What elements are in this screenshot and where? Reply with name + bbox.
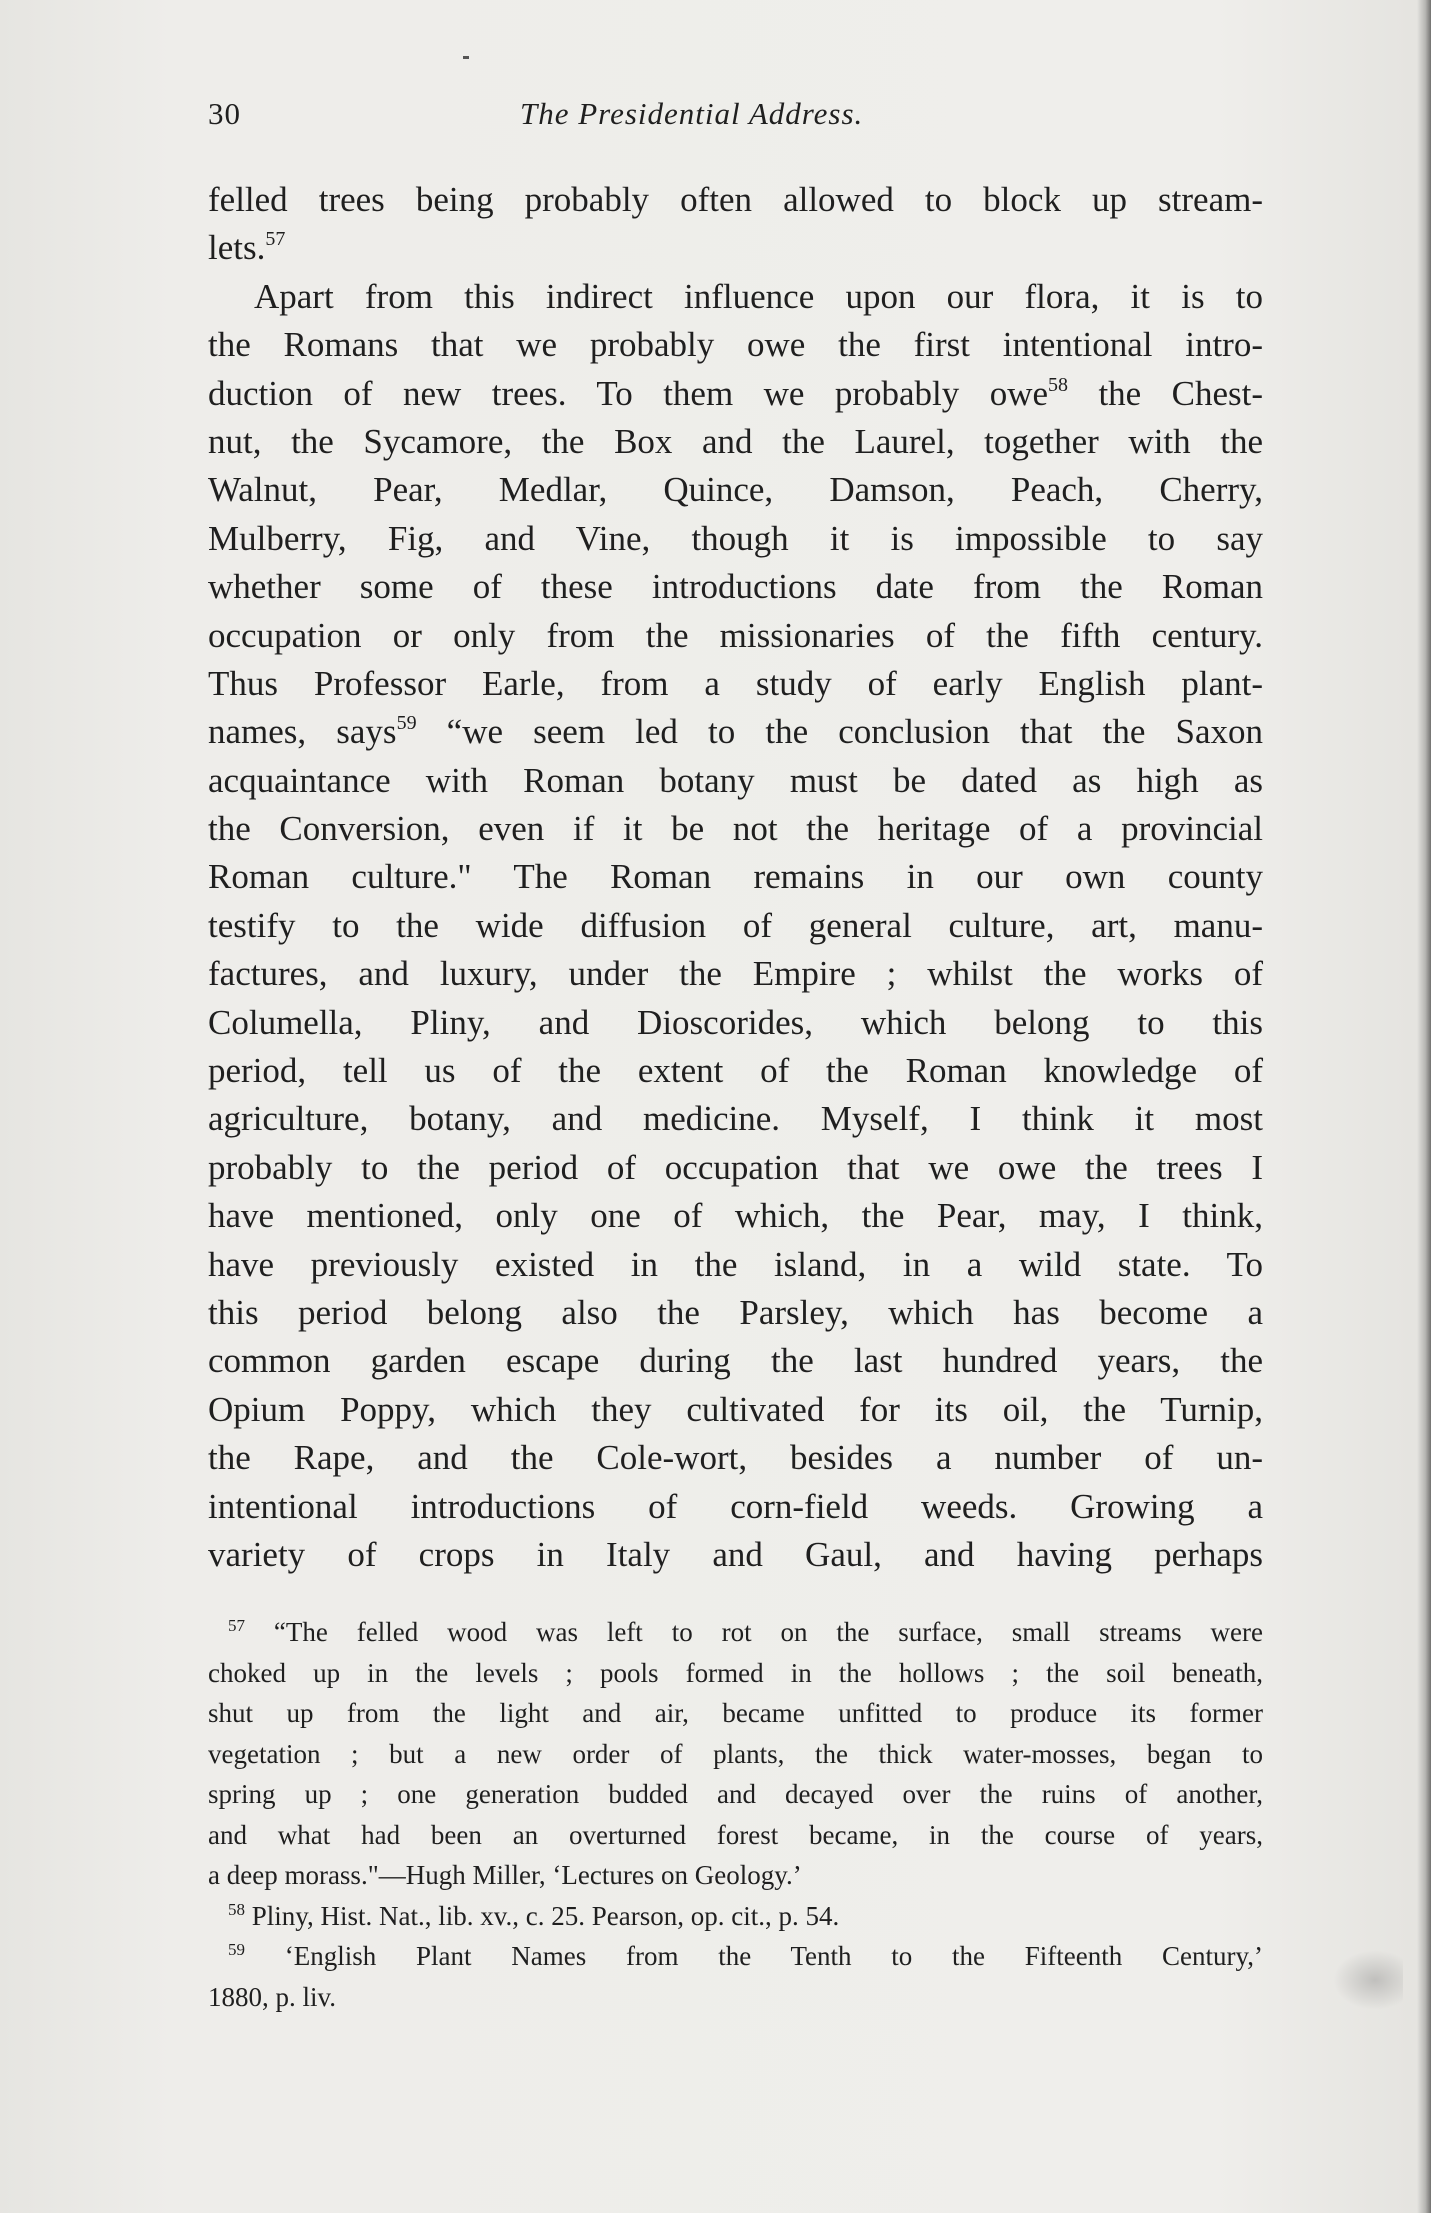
footnote-line: vegetation ; but a new order of plants, the thick water-mosses, began to (208, 1738, 1263, 1769)
footnote-text: ‘English Plant Names from the Tenth to the Fifteenth Century,’ (245, 1941, 1263, 1971)
footnote-text: “The felled wood was left to rot on the surface, small streams were (245, 1617, 1263, 1647)
body-line: factures, and luxury, under the Empire ; whilst the works of (208, 954, 1263, 994)
footnote-line (208, 1936, 1263, 1977)
body-line: agriculture, botany, and medicine. Myself, I think it most (208, 1099, 1263, 1139)
body-line-text: duction of new trees. To them we probably owe (208, 373, 1049, 413)
body-line-text: “we seem led to the conclusion that the Saxon (416, 712, 1263, 752)
footnote-ref: 58 (1048, 373, 1069, 396)
body-line: have mentioned, only one of which, the Pear, may, I think, (208, 1196, 1263, 1236)
footnote-line (208, 1612, 1263, 1653)
footnote-text: Pliny, Hist. Nat., lib. xv., c. 25. Pearson, op. cit., p. 54. (245, 1900, 840, 1931)
body-line: occupation or only from the missionaries of the fifth century. (208, 615, 1263, 655)
footnote-line: a deep morass."—Hugh Miller, ‘Lectures on Geology.’ (208, 1860, 802, 1890)
body-line: the Romans that we probably owe the first intentional intro- (208, 325, 1263, 365)
body-line (208, 370, 1263, 418)
body-line (208, 708, 1263, 756)
footnotes (208, 1612, 1263, 2017)
footnote-mark: 57 (228, 1616, 245, 1635)
body-line: the Rape, and the Cole-wort, besides a number of un- (208, 1438, 1263, 1478)
footnote-line (208, 1896, 1263, 1937)
footnote-line: and what had been an overturned forest became, in the course of years, (208, 1819, 1263, 1850)
page-number: 30 (208, 96, 241, 131)
body-line: nut, the Sycamore, the Box and the Laurel, together with the (208, 421, 1263, 461)
body-line: probably to the period of occupation that we owe the trees I (208, 1147, 1263, 1187)
body-line: whether some of these introductions date from the Roman (208, 567, 1263, 607)
body-line: variety of crops in Italy and Gaul, and having perhaps (208, 1534, 1263, 1574)
body-line: acquaintance with Roman botany must be dated as high as (208, 760, 1263, 800)
print-speck (463, 56, 469, 59)
body-line: period, tell us of the extent of the Roman knowledge of (208, 1051, 1263, 1091)
footnote-line: choked up in the levels ; pools formed in the hollows ; the soil beneath, (208, 1657, 1263, 1688)
footnote-line: 1880, p. liv. (208, 1981, 336, 2012)
footnote-line: spring up ; one generation budded and decayed over the ruins of another, (208, 1779, 1263, 1809)
running-head: The Presidential Address. (520, 96, 864, 131)
footnote-mark: 59 (228, 1940, 245, 1959)
body-line-text: the Chest- (1068, 373, 1264, 413)
body-line: Roman culture." The Roman remains in our own county (208, 857, 1263, 897)
body-line: testify to the wide diffusion of general culture, art, manu- (208, 905, 1263, 945)
body-line: intentional introductions of corn-field weeds. Growing a (208, 1486, 1263, 1526)
scan-smudge (1333, 1950, 1403, 2010)
body-line: Thus Professor Earle, from a study of early English plant- (208, 663, 1263, 703)
footnote-ref: 59 (396, 712, 417, 735)
body-line: have previously existed in the island, in a wild state. To (208, 1244, 1263, 1284)
body-line (208, 224, 1263, 272)
body-line-text: lets. (208, 228, 266, 268)
body-text (208, 176, 1263, 1579)
body-line: the Conversion, even if it be not the heritage of a provincial (208, 809, 1263, 849)
body-line: Mulberry, Fig, and Vine, though it is impossible to say (208, 518, 1263, 558)
body-line: felled trees being probably often allowed to block up stream- (208, 180, 1263, 219)
footnote-ref: 57 (265, 228, 286, 251)
body-line: this period belong also the Parsley, which has become a (208, 1292, 1263, 1332)
footnote-mark: 58 (228, 1899, 245, 1919)
body-line: common garden escape during the last hundred years, the (208, 1341, 1263, 1381)
page-edge-shadow (1417, 0, 1431, 2213)
body-line: Columella, Pliny, and Dioscorides, which belong to this (208, 1002, 1263, 1042)
body-line: Apart from this indirect influence upon our flora, it is to (254, 276, 1263, 316)
footnote-line: shut up from the light and air, became unfitted to produce its former (208, 1698, 1263, 1728)
body-line: Walnut, Pear, Medlar, Quince, Damson, Peach, Cherry, (208, 470, 1263, 510)
page-header (208, 96, 1263, 146)
body-line-text: names, says (208, 712, 397, 752)
body-line: Opium Poppy, which they cultivated for its oil, the Turnip, (208, 1389, 1263, 1429)
